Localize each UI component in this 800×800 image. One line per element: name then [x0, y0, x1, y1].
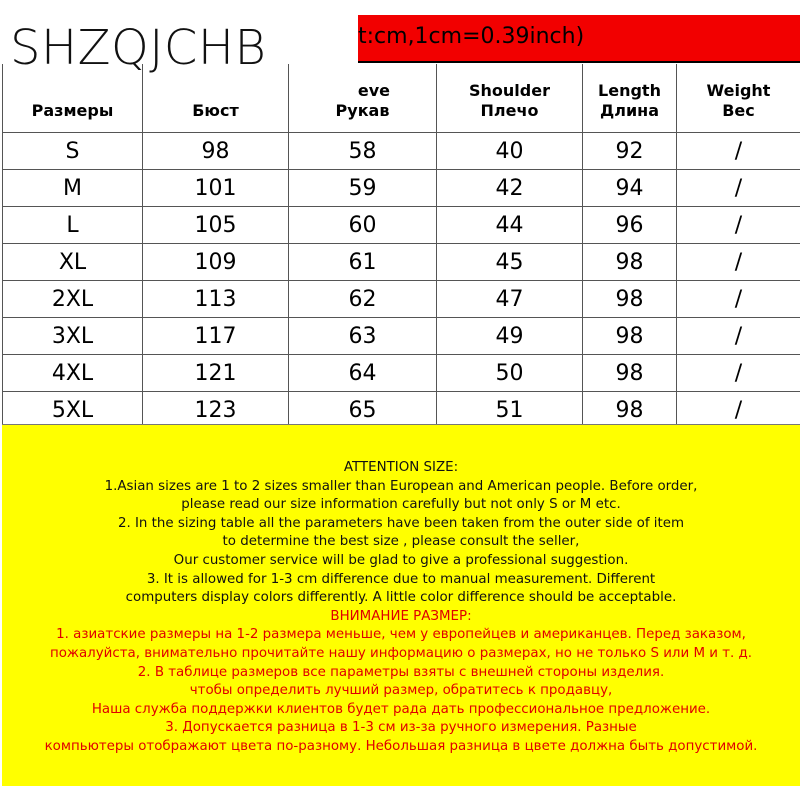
- table-cell: 121: [143, 355, 289, 392]
- table-row: [3, 133, 800, 170]
- table-cell: /: [677, 170, 800, 207]
- table-cell: 98: [583, 318, 677, 355]
- table-cell: 98: [143, 133, 289, 170]
- note-line-ru: чтобы определить лучший размер, обратитесь к продавцу,: [189, 683, 613, 699]
- column-header-ru: Плечо: [480, 101, 539, 120]
- table-cell: XL: [3, 244, 143, 281]
- table-cell: 98: [583, 392, 677, 429]
- table-row: [3, 392, 800, 429]
- note-line-ru: 3. Допускается разница в 1-3 см из-за ручного измерения. Разные: [165, 720, 637, 736]
- table-row: [3, 207, 800, 244]
- table-cell: 101: [143, 170, 289, 207]
- table-cell: 98: [583, 281, 677, 318]
- table-cell: 40: [437, 133, 583, 170]
- table-cell: 61: [289, 244, 437, 281]
- table-cell: 96: [583, 207, 677, 244]
- table-row: [3, 244, 800, 281]
- column-header: [677, 64, 800, 133]
- table-header-row: [3, 64, 800, 133]
- brand-watermark-text: SHZQJCHB: [10, 20, 267, 76]
- table-cell: 94: [583, 170, 677, 207]
- table-body: [3, 133, 800, 429]
- column-header-ru: Размеры: [31, 101, 114, 120]
- column-header-en: eve: [357, 81, 390, 100]
- table-cell: /: [677, 133, 800, 170]
- table-cell: 105: [143, 207, 289, 244]
- table-cell: 64: [289, 355, 437, 392]
- table-cell: /: [677, 281, 800, 318]
- note-line-ru: пожалуйста, внимательно прочитайте нашу информацию о размерах, но не только S или M и т. д.: [49, 645, 753, 661]
- table-cell: 50: [437, 355, 583, 392]
- table-cell: 113: [143, 281, 289, 318]
- table-cell: L: [3, 207, 143, 244]
- column-header-en: Length: [598, 81, 661, 100]
- table-cell: /: [677, 207, 800, 244]
- table-cell: 49: [437, 318, 583, 355]
- column-header: [437, 64, 583, 133]
- table-cell: 45: [437, 244, 583, 281]
- table-cell: 44: [437, 207, 583, 244]
- size-table: [2, 64, 800, 429]
- note-line-ru: компьютеры отображают цвета по-разному. Небольшая разница в цвете должна быть допустимой.: [44, 738, 758, 754]
- table-cell: 117: [143, 318, 289, 355]
- note-line-ru: Наша служба поддержки клиентов будет рада дать профессиональное предложение.: [91, 701, 711, 717]
- column-header-ru: Длина: [599, 101, 660, 120]
- note-line-en: ATTENTION SIZE:: [343, 460, 459, 475]
- table-row: [3, 355, 800, 392]
- table-cell: 58: [289, 133, 437, 170]
- column-header-ru: Вес: [722, 101, 755, 120]
- column-header: [583, 64, 677, 133]
- column-header-en: [143, 81, 288, 101]
- table-cell: 98: [583, 244, 677, 281]
- column-header-ru: Рукав: [335, 101, 390, 120]
- table-cell: M: [3, 170, 143, 207]
- table-row: [3, 281, 800, 318]
- table-row: [3, 318, 800, 355]
- table-cell: 62: [289, 281, 437, 318]
- note-line-en: Our customer service will be glad to give a professional suggestion.: [173, 552, 629, 568]
- table-cell: /: [677, 318, 800, 355]
- note-line-ru: ВНИМАНИЕ РАЗМЕР:: [330, 608, 472, 624]
- table-cell: 123: [143, 392, 289, 429]
- unit-banner-text: t:cm,1cm=0.39inch): [358, 24, 585, 49]
- note-line-en: 2. In the sizing table all the parameters have been taken from the outer side of item: [117, 515, 685, 531]
- column-header: [143, 64, 289, 133]
- table-cell: S: [3, 133, 143, 170]
- note-line-ru: 1. азиатские размеры на 1-2 размера меньше, чем у европейцев и американцев. Перед заказом,: [56, 627, 746, 643]
- table-cell: 51: [437, 392, 583, 429]
- unit-banner: [358, 15, 800, 63]
- table-cell: 2XL: [3, 281, 143, 318]
- table-cell: 98: [583, 355, 677, 392]
- size-notes: [2, 424, 800, 786]
- table-row: [3, 170, 800, 207]
- table-cell: 47: [437, 281, 583, 318]
- column-header: [289, 64, 437, 133]
- table-cell: /: [677, 244, 800, 281]
- note-line-en: to determine the best size , please consult the seller,: [222, 534, 580, 550]
- table-cell: 5XL: [3, 392, 143, 429]
- table-cell: 3XL: [3, 318, 143, 355]
- table-cell: 65: [289, 392, 437, 429]
- table-cell: 109: [143, 244, 289, 281]
- note-line-en: 3. It is allowed for 1-3 cm difference due to manual measurement. Different: [146, 571, 656, 587]
- column-header: [3, 64, 143, 133]
- note-line-en: please read our size information carefully but not only S or M etc.: [181, 497, 621, 513]
- table-cell: /: [677, 355, 800, 392]
- note-line-en: 1.Asian sizes are 1 to 2 sizes smaller than European and American people. Before order,: [104, 478, 698, 494]
- column-header-en: Weight: [706, 81, 771, 100]
- column-header-ru: Бюст: [192, 101, 239, 120]
- column-header-en: Shoulder: [469, 81, 550, 100]
- table-cell: 63: [289, 318, 437, 355]
- table-cell: 92: [583, 133, 677, 170]
- note-line-en: computers display colors differently. A little color difference should be acceptable.: [125, 590, 677, 606]
- table-cell: 4XL: [3, 355, 143, 392]
- table-cell: /: [677, 392, 800, 429]
- note-line-ru: 2. В таблице размеров все параметры взяты с внешней стороны изделия.: [137, 664, 665, 680]
- table-cell: 60: [289, 207, 437, 244]
- table-cell: 59: [289, 170, 437, 207]
- table-cell: 42: [437, 170, 583, 207]
- column-header-en: [3, 81, 142, 101]
- size-notes-text: [2, 459, 800, 757]
